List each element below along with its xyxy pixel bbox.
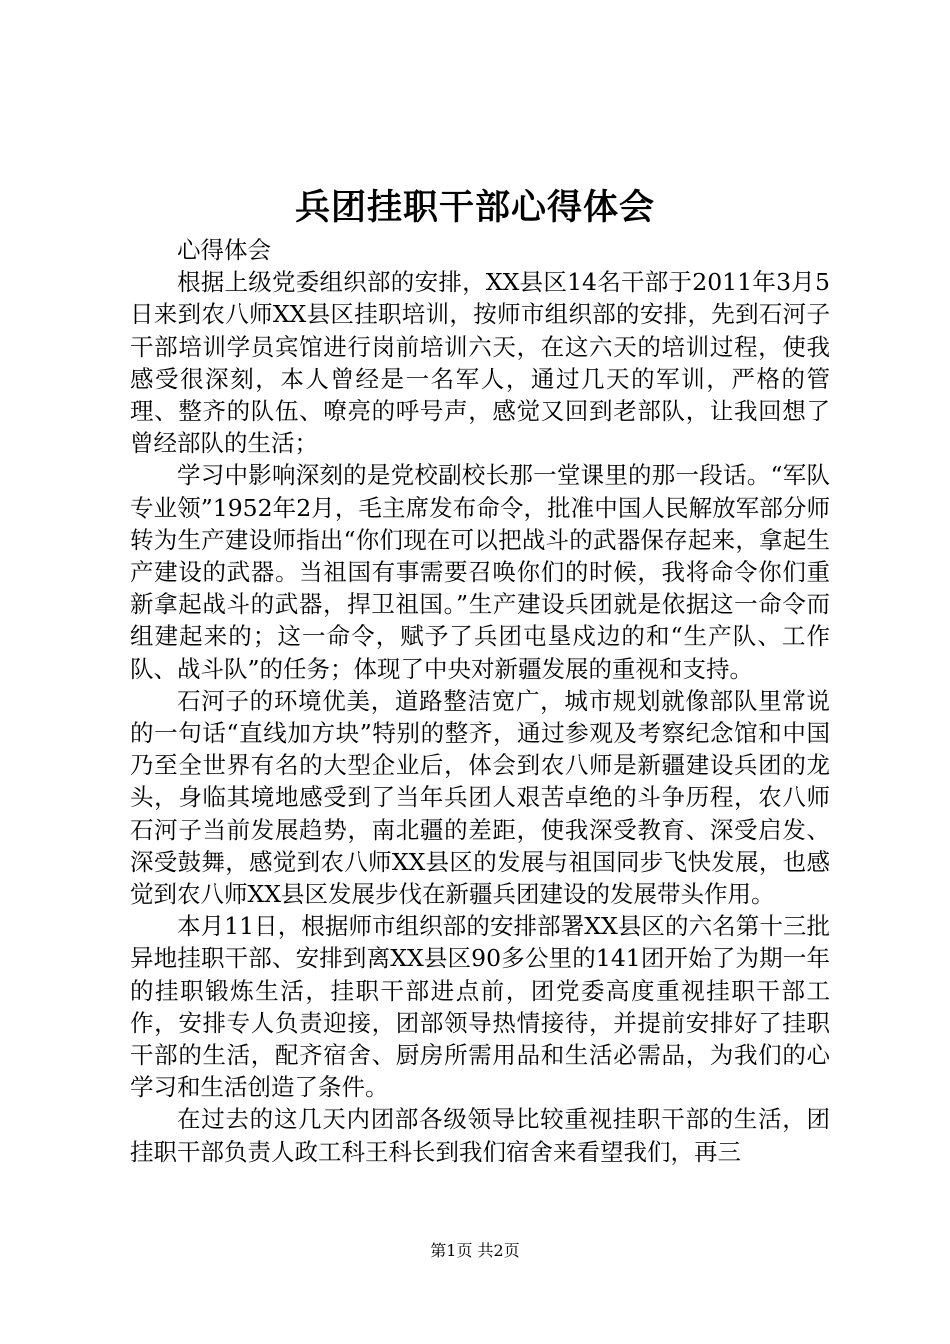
paragraph-3: 石河子的环境优美，道路整洁宽广，城市规划就像部队里常说的一句话“直线加方块”特别的整齐，通过参观及考察纪念馆和中国乃至全世界有名的大型企业后，体会到农八师是新疆建设兵团的龙头，身临其境地感受到了当年兵团人艰苦卓绝的斗争历程，农八师石河子当前发展趋势，南北疆的差距，使我深受教育、深受启发、深受鼓舞，感觉到农八师XX县区的发展与祖国同步飞快发展，也感觉到农八师XX县区发展步伐在新疆兵团建设的发展带头作用。 (130, 686, 830, 909)
page-number-footer: 第1页 共2页 (430, 1241, 520, 1260)
document-subtitle: 心得体会 (177, 236, 271, 264)
paragraph-5: 在过去的这几天内团部各级领导比较重视挂职干部的生活，团挂职干部负责人政工科王科长到我们宿舍来看望我们，再三 (130, 1105, 830, 1166)
paragraph-4: 本月11日，根据师市组织部的安排部署XX县区的六名第十三批异地挂职干部、安排到离XX县区90多公里的141团开始了为期一年的挂职锻炼生活，挂职干部进点前，团党委高度重视挂职干部工作，安排专人负责迎接，团部领导热情接待，并提前安排好了挂职干部的生活，配齐宿舍、厨房所需用品和生活必需品，为我们的心学习和生活创造了条件。 (130, 912, 830, 1102)
paragraph-1: 根据上级党委组织部的安排，XX县区14名干部于2011年3月5日来到农八师XX县区挂职培训，按师市组织部的安排，先到石河子干部培训学员宾馆进行岗前培训六天，在这六天的培训过程，使我感受很深刻，本人曾经是一名军人，通过几天的军训，严格的管理、整齐的队伍、嘹亮的呼号声，感觉又回到老部队，让我回想了曾经部队的生活； (130, 268, 830, 458)
document-title: 兵团挂职干部心得体会 (294, 187, 655, 228)
paragraph-2: 学习中影响深刻的是党校副校长那一堂课里的那一段话。“军队专业领”1952年2月，毛主席发布命令，批准中国人民解放军部分师转为生产建设师指出“你们现在可以把战斗的武器保存起来，拿起生产建设的武器。当祖国有事需要召唤你们的时候，我将命令你们重新拿起战斗的武器，捍卫祖国。”生产建设兵团就是依据这一命令而组建起来的；这一命令，赋予了兵团屯垦戍边的和“生产队、工作队、战斗队”的任务；体现了中央对新疆发展的重视和支持。 (130, 461, 830, 683)
document-body (130, 234, 830, 1168)
